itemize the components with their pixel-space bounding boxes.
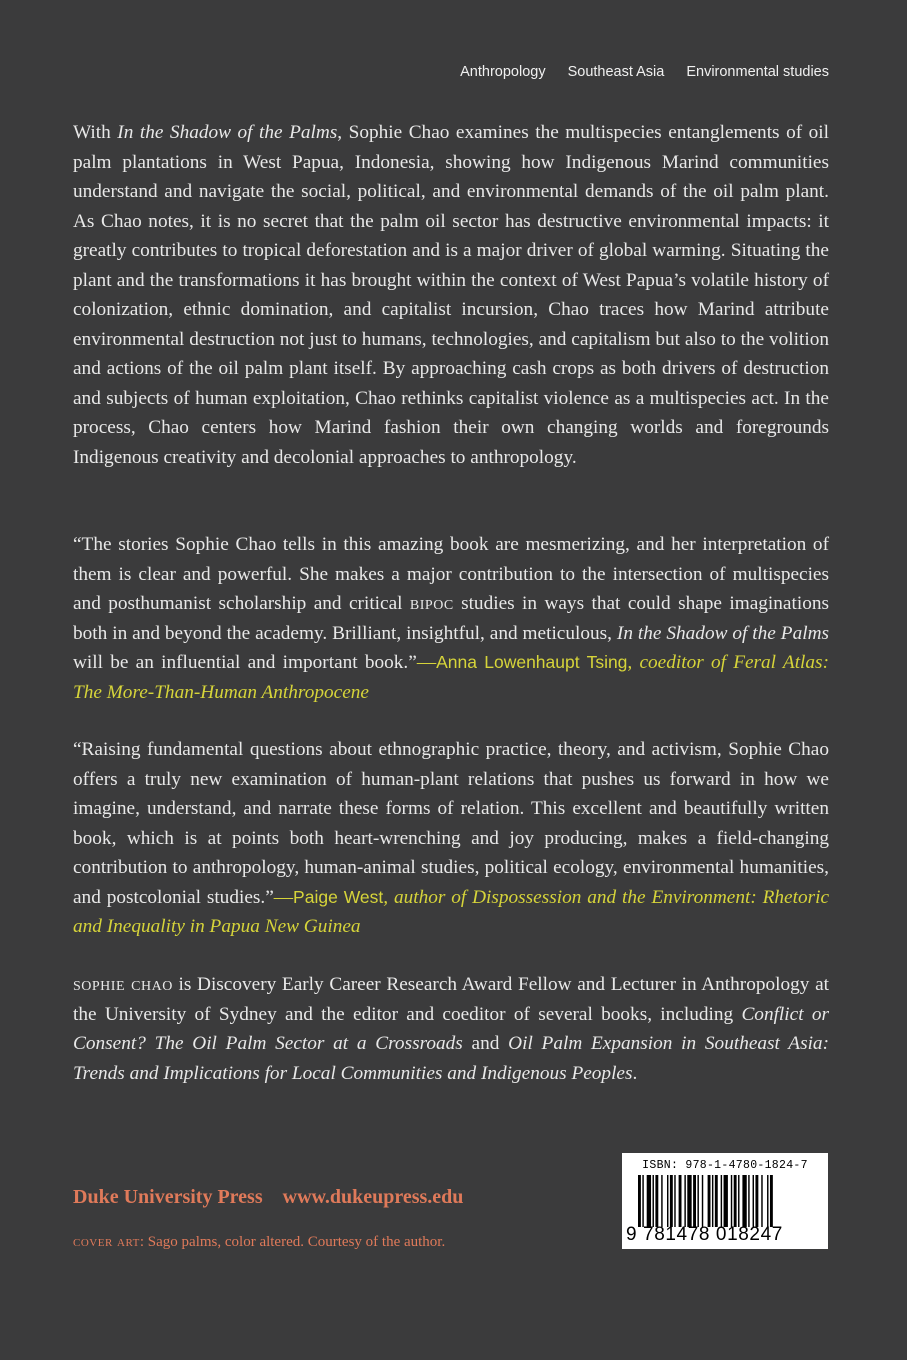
barcode-digits: 9 781478 018247 <box>626 1224 783 1245</box>
author-bio <box>73 970 829 1088</box>
blurb1-bipoc: bipoc <box>409 593 454 614</box>
bio-text-c: . <box>632 1062 638 1084</box>
blurb1-dash: — <box>416 652 437 673</box>
book-description <box>73 118 829 472</box>
blurb1-credit: , coeditor of <box>627 652 734 673</box>
blurb2-dash: — <box>273 886 294 908</box>
category-environmental-studies: Environmental studies <box>686 64 829 80</box>
isbn-text: ISBN: 978-1-4780-1824-7 <box>642 1159 808 1172</box>
bio-author-name: sophie chao <box>73 974 173 995</box>
blurb1-book-title: In the Shadow of the Palms <box>616 622 829 644</box>
bio-text-a: is Discovery Early Career Research Award Fellow and Lecturer in Anthropology at the University of Sydney and the editor and coeditor of several books, including <box>73 974 830 1025</box>
publisher-url[interactable]: www.dukeupress.edu <box>282 1186 464 1208</box>
blurb1-author: Anna Lowenhaupt Tsing <box>436 652 628 672</box>
publisher-name: Duke University Press <box>73 1186 263 1208</box>
cover-art-credit <box>73 1234 445 1251</box>
bio-text-b: and <box>462 1033 509 1054</box>
bio-book1: Conflict or Consent? The Oil Palm Sector at a Crossroads <box>73 1003 830 1054</box>
blurb2-credit-title: Dispossession and the Environment: Rhetoric and Inequality in Papua New Guinea <box>73 886 830 937</box>
category-southeast-asia: Southeast Asia <box>567 64 665 80</box>
blurb-west <box>73 735 829 942</box>
cover-art-text: : Sago palms, color altered. Courtesy of the author. <box>139 1234 446 1250</box>
cover-art-label: cover art <box>73 1234 140 1250</box>
barcode-bars <box>638 1175 824 1227</box>
blurb1-credit-title: Feral Atlas: The More-Than-Human Anthropocene <box>73 652 829 703</box>
bio-book2: Oil Palm Expansion in Southeast Asia: Trends and Implications for Local Communities and Indigenous Peoples <box>73 1033 829 1084</box>
subject-categories <box>460 64 829 80</box>
blurb1-text-b: studies in ways that could shape imaginations both in and beyond the academy. Brilliant, insightful, and meticulous, <box>73 593 829 644</box>
description-intro: With <box>73 122 118 143</box>
description-book-title: In the Shadow of the Palms <box>117 122 338 143</box>
description-body: , Sophie Chao examines the multispecies entanglements of oil palm plantations in West Papua, Indonesia, showing how Indigenous Marind communities understand and navigate the social, political, and environmental demands of the oil palm plant. As Chao notes, it is no secret that the palm oil sector has destructive environmental impacts: it greatly contributes to tropical deforestation and is a major driver of global warming. Situating the plant and the transformations it has brought within the context of West Papua’s volatile history of colonization, ethnic domination, and capitalist incursion, Chao traces how Marind attribute environmental destruction not just to humans, technologies, and capitalism but also to the volition and actions of the oil palm plant itself. By approaching cash crops as both drivers of destruction and subjects of human exploitation, Chao rethinks capitalist violence as a multispecies act. In the process, Chao centers how Marind fashion their own changing worlds and foregrounds Indigenous creativity and decolonial approaches to anthropology. <box>73 122 829 468</box>
blurb2-credit: , author of <box>383 886 473 908</box>
category-anthropology: Anthropology <box>460 64 546 80</box>
isbn-barcode <box>622 1153 828 1249</box>
blurb-tsing <box>73 530 829 707</box>
blurb1-text-c: will be an influential and important book.” <box>73 652 417 673</box>
blurb2-text: “Raising fundamental questions about ethnographic practice, theory, and activism, Sophie Chao offers a truly new examination of human-plant relations that pushes us forward in how we imagine, understand, and narrate these forms of relation. This excellent and beautifully written book, which is at points both heart-wrenching and joy producing, makes a field-changing contribution to anthropology, human-animal studies, political ecology, environmental humanities, and postcolonial studies.” <box>73 739 829 908</box>
blurb2-author: Paige West <box>293 886 384 907</box>
publisher-line <box>73 1186 463 1209</box>
blurb1-text-a: “The stories Sophie Chao tells in this amazing book are mesmerizing, and her interpretation of them is clear and powerful. She makes a major contribution to the intersection of multispecies and posthumanist scholarship and critical <box>73 534 829 614</box>
